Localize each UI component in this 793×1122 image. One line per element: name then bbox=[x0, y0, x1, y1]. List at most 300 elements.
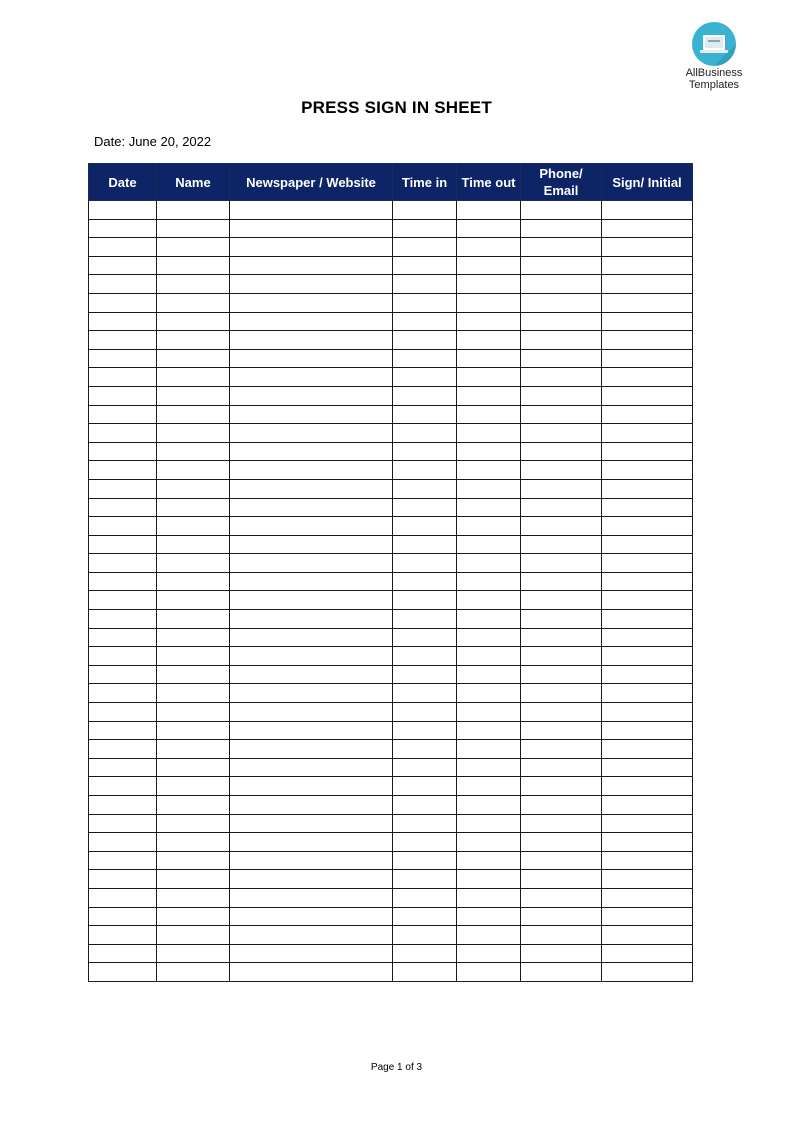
table-cell[interactable] bbox=[457, 572, 521, 591]
table-cell[interactable] bbox=[89, 256, 157, 275]
table-cell[interactable] bbox=[393, 219, 457, 238]
table-cell[interactable] bbox=[457, 405, 521, 424]
table-cell[interactable] bbox=[457, 684, 521, 703]
table-cell[interactable] bbox=[157, 368, 230, 387]
table-cell[interactable] bbox=[602, 442, 693, 461]
table-cell[interactable] bbox=[602, 312, 693, 331]
table-cell[interactable] bbox=[230, 721, 393, 740]
table-cell[interactable] bbox=[457, 201, 521, 220]
table-cell[interactable] bbox=[157, 926, 230, 945]
table-cell[interactable] bbox=[393, 907, 457, 926]
table-cell[interactable] bbox=[393, 331, 457, 350]
table-cell[interactable] bbox=[602, 926, 693, 945]
table-cell[interactable] bbox=[521, 554, 602, 573]
table-cell[interactable] bbox=[602, 740, 693, 759]
table-cell[interactable] bbox=[230, 703, 393, 722]
table-cell[interactable] bbox=[521, 963, 602, 982]
table-cell[interactable] bbox=[521, 944, 602, 963]
table-cell[interactable] bbox=[230, 368, 393, 387]
table-cell[interactable] bbox=[89, 201, 157, 220]
table-cell[interactable] bbox=[157, 870, 230, 889]
table-cell[interactable] bbox=[521, 405, 602, 424]
table-cell[interactable] bbox=[89, 572, 157, 591]
table-cell[interactable] bbox=[393, 312, 457, 331]
table-cell[interactable] bbox=[393, 572, 457, 591]
table-cell[interactable] bbox=[157, 777, 230, 796]
table-cell[interactable] bbox=[521, 888, 602, 907]
table-cell[interactable] bbox=[157, 479, 230, 498]
table-cell[interactable] bbox=[521, 331, 602, 350]
table-cell[interactable] bbox=[89, 777, 157, 796]
table-cell[interactable] bbox=[89, 665, 157, 684]
table-cell[interactable] bbox=[157, 833, 230, 852]
table-cell[interactable] bbox=[89, 386, 157, 405]
table-cell[interactable] bbox=[157, 684, 230, 703]
table-cell[interactable] bbox=[89, 888, 157, 907]
table-cell[interactable] bbox=[157, 256, 230, 275]
table-cell[interactable] bbox=[393, 870, 457, 889]
table-cell[interactable] bbox=[457, 665, 521, 684]
table-cell[interactable] bbox=[393, 740, 457, 759]
table-cell[interactable] bbox=[157, 386, 230, 405]
table-cell[interactable] bbox=[89, 721, 157, 740]
table-cell[interactable] bbox=[393, 888, 457, 907]
table-cell[interactable] bbox=[457, 777, 521, 796]
table-cell[interactable] bbox=[157, 628, 230, 647]
table-cell[interactable] bbox=[602, 535, 693, 554]
table-cell[interactable] bbox=[602, 833, 693, 852]
table-cell[interactable] bbox=[230, 628, 393, 647]
table-cell[interactable] bbox=[157, 405, 230, 424]
table-cell[interactable] bbox=[602, 796, 693, 815]
table-cell[interactable] bbox=[393, 368, 457, 387]
table-cell[interactable] bbox=[89, 331, 157, 350]
table-cell[interactable] bbox=[521, 442, 602, 461]
table-cell[interactable] bbox=[602, 219, 693, 238]
table-cell[interactable] bbox=[89, 684, 157, 703]
table-cell[interactable] bbox=[393, 721, 457, 740]
table-cell[interactable] bbox=[157, 944, 230, 963]
table-cell[interactable] bbox=[230, 610, 393, 629]
table-cell[interactable] bbox=[521, 312, 602, 331]
table-cell[interactable] bbox=[521, 610, 602, 629]
table-cell[interactable] bbox=[230, 777, 393, 796]
table-cell[interactable] bbox=[521, 703, 602, 722]
table-cell[interactable] bbox=[521, 293, 602, 312]
table-cell[interactable] bbox=[602, 293, 693, 312]
table-cell[interactable] bbox=[393, 591, 457, 610]
table-cell[interactable] bbox=[521, 777, 602, 796]
table-cell[interactable] bbox=[157, 963, 230, 982]
table-cell[interactable] bbox=[457, 796, 521, 815]
table-cell[interactable] bbox=[521, 238, 602, 257]
table-cell[interactable] bbox=[457, 591, 521, 610]
table-cell[interactable] bbox=[602, 368, 693, 387]
table-cell[interactable] bbox=[602, 870, 693, 889]
table-cell[interactable] bbox=[457, 944, 521, 963]
table-cell[interactable] bbox=[521, 461, 602, 480]
table-cell[interactable] bbox=[230, 349, 393, 368]
table-cell[interactable] bbox=[457, 461, 521, 480]
table-cell[interactable] bbox=[521, 386, 602, 405]
table-cell[interactable] bbox=[89, 814, 157, 833]
table-cell[interactable] bbox=[521, 256, 602, 275]
table-cell[interactable] bbox=[521, 572, 602, 591]
table-cell[interactable] bbox=[602, 814, 693, 833]
table-cell[interactable] bbox=[602, 665, 693, 684]
table-cell[interactable] bbox=[521, 907, 602, 926]
table-row bbox=[89, 833, 693, 852]
table-cell[interactable] bbox=[230, 926, 393, 945]
table-cell[interactable] bbox=[230, 461, 393, 480]
table-cell[interactable] bbox=[230, 535, 393, 554]
table-cell[interactable] bbox=[230, 424, 393, 443]
table-cell[interactable] bbox=[521, 796, 602, 815]
table-cell[interactable] bbox=[602, 684, 693, 703]
table-row bbox=[89, 461, 693, 480]
table-cell[interactable] bbox=[602, 238, 693, 257]
table-cell[interactable] bbox=[602, 610, 693, 629]
table-cell[interactable] bbox=[230, 312, 393, 331]
table-cell[interactable] bbox=[457, 647, 521, 666]
table-cell[interactable] bbox=[393, 479, 457, 498]
table-cell[interactable] bbox=[602, 405, 693, 424]
table-cell[interactable] bbox=[393, 275, 457, 294]
table-cell[interactable] bbox=[521, 275, 602, 294]
table-cell[interactable] bbox=[157, 888, 230, 907]
table-cell[interactable] bbox=[89, 312, 157, 331]
table-cell[interactable] bbox=[457, 963, 521, 982]
table-cell[interactable] bbox=[230, 386, 393, 405]
table-cell[interactable] bbox=[457, 442, 521, 461]
table-cell[interactable] bbox=[230, 442, 393, 461]
table-cell[interactable] bbox=[157, 293, 230, 312]
table-cell[interactable] bbox=[89, 275, 157, 294]
table-cell[interactable] bbox=[393, 256, 457, 275]
table-cell[interactable] bbox=[521, 219, 602, 238]
table-cell[interactable] bbox=[393, 944, 457, 963]
table-cell[interactable] bbox=[393, 814, 457, 833]
table-cell[interactable] bbox=[457, 721, 521, 740]
table-cell[interactable] bbox=[457, 331, 521, 350]
table-cell[interactable] bbox=[157, 703, 230, 722]
table-cell[interactable] bbox=[157, 424, 230, 443]
table-cell[interactable] bbox=[457, 517, 521, 536]
table-cell[interactable] bbox=[602, 628, 693, 647]
table-cell[interactable] bbox=[230, 275, 393, 294]
table-cell[interactable] bbox=[393, 498, 457, 517]
table-cell[interactable] bbox=[89, 610, 157, 629]
table-cell[interactable] bbox=[393, 517, 457, 536]
table-cell[interactable] bbox=[230, 219, 393, 238]
table-cell[interactable] bbox=[457, 386, 521, 405]
table-cell[interactable] bbox=[89, 479, 157, 498]
table-cell[interactable] bbox=[157, 665, 230, 684]
table-cell[interactable] bbox=[230, 572, 393, 591]
table-cell[interactable] bbox=[602, 907, 693, 926]
table-cell[interactable] bbox=[393, 238, 457, 257]
table-cell[interactable] bbox=[89, 442, 157, 461]
table-cell[interactable] bbox=[521, 684, 602, 703]
table-cell[interactable] bbox=[89, 368, 157, 387]
table-cell[interactable] bbox=[602, 554, 693, 573]
table-cell[interactable] bbox=[89, 498, 157, 517]
table-cell[interactable] bbox=[157, 535, 230, 554]
table-cell[interactable] bbox=[230, 944, 393, 963]
table-cell[interactable] bbox=[393, 684, 457, 703]
table-cell[interactable] bbox=[230, 665, 393, 684]
table-cell[interactable] bbox=[89, 944, 157, 963]
table-cell[interactable] bbox=[393, 851, 457, 870]
table-cell[interactable] bbox=[457, 219, 521, 238]
table-cell[interactable] bbox=[602, 851, 693, 870]
table-cell[interactable] bbox=[602, 256, 693, 275]
table-cell[interactable] bbox=[89, 349, 157, 368]
table-cell[interactable] bbox=[230, 740, 393, 759]
table-cell[interactable] bbox=[393, 796, 457, 815]
table-cell[interactable] bbox=[457, 349, 521, 368]
table-cell[interactable] bbox=[157, 349, 230, 368]
table-cell[interactable] bbox=[521, 926, 602, 945]
table-cell[interactable] bbox=[393, 665, 457, 684]
table-cell[interactable] bbox=[602, 275, 693, 294]
table-cell[interactable] bbox=[602, 461, 693, 480]
table-cell[interactable] bbox=[393, 535, 457, 554]
table-cell[interactable] bbox=[521, 628, 602, 647]
table-cell[interactable] bbox=[521, 591, 602, 610]
table-cell[interactable] bbox=[521, 814, 602, 833]
table-cell[interactable] bbox=[89, 740, 157, 759]
table-cell[interactable] bbox=[521, 721, 602, 740]
table-cell[interactable] bbox=[457, 238, 521, 257]
table-cell[interactable] bbox=[393, 963, 457, 982]
table-cell[interactable] bbox=[230, 647, 393, 666]
table-cell[interactable] bbox=[157, 907, 230, 926]
table-cell[interactable] bbox=[157, 201, 230, 220]
table-cell[interactable] bbox=[157, 442, 230, 461]
table-cell[interactable] bbox=[521, 851, 602, 870]
table-cell[interactable] bbox=[230, 256, 393, 275]
table-cell[interactable] bbox=[602, 721, 693, 740]
table-cell[interactable] bbox=[89, 628, 157, 647]
table-cell[interactable] bbox=[393, 703, 457, 722]
table-cell[interactable] bbox=[89, 461, 157, 480]
table-cell[interactable] bbox=[157, 610, 230, 629]
table-cell[interactable] bbox=[157, 517, 230, 536]
table-cell[interactable] bbox=[89, 963, 157, 982]
table-cell[interactable] bbox=[602, 944, 693, 963]
table-cell[interactable] bbox=[89, 591, 157, 610]
table-cell[interactable] bbox=[457, 610, 521, 629]
table-cell[interactable] bbox=[157, 238, 230, 257]
table-cell[interactable] bbox=[230, 684, 393, 703]
table-cell[interactable] bbox=[89, 219, 157, 238]
table-cell[interactable] bbox=[230, 405, 393, 424]
table-cell[interactable] bbox=[157, 331, 230, 350]
table-cell[interactable] bbox=[521, 740, 602, 759]
table-cell[interactable] bbox=[602, 498, 693, 517]
table-cell[interactable] bbox=[393, 833, 457, 852]
table-cell[interactable] bbox=[457, 926, 521, 945]
table-cell[interactable] bbox=[89, 517, 157, 536]
table-cell[interactable] bbox=[602, 888, 693, 907]
table-cell[interactable] bbox=[521, 758, 602, 777]
table-cell[interactable] bbox=[157, 851, 230, 870]
table-cell[interactable] bbox=[157, 498, 230, 517]
table-cell[interactable] bbox=[230, 851, 393, 870]
table-cell[interactable] bbox=[89, 238, 157, 257]
table-cell[interactable] bbox=[393, 424, 457, 443]
table-cell[interactable] bbox=[157, 814, 230, 833]
table-cell[interactable] bbox=[521, 870, 602, 889]
table-cell[interactable] bbox=[89, 647, 157, 666]
table-cell[interactable] bbox=[457, 703, 521, 722]
table-cell[interactable] bbox=[230, 201, 393, 220]
table-cell[interactable] bbox=[521, 535, 602, 554]
table-cell[interactable] bbox=[602, 331, 693, 350]
table-cell[interactable] bbox=[602, 349, 693, 368]
table-cell[interactable] bbox=[457, 740, 521, 759]
table-cell[interactable] bbox=[157, 647, 230, 666]
table-cell[interactable] bbox=[230, 833, 393, 852]
table-cell[interactable] bbox=[230, 888, 393, 907]
table-cell[interactable] bbox=[602, 424, 693, 443]
table-row bbox=[89, 740, 693, 759]
table-cell[interactable] bbox=[157, 721, 230, 740]
table-cell[interactable] bbox=[393, 386, 457, 405]
table-cell[interactable] bbox=[230, 963, 393, 982]
table-cell[interactable] bbox=[602, 758, 693, 777]
table-cell[interactable] bbox=[602, 591, 693, 610]
table-cell[interactable] bbox=[393, 647, 457, 666]
table-cell[interactable] bbox=[89, 424, 157, 443]
table-cell[interactable] bbox=[457, 256, 521, 275]
table-cell[interactable] bbox=[457, 758, 521, 777]
table-cell[interactable] bbox=[89, 796, 157, 815]
table-cell[interactable] bbox=[230, 870, 393, 889]
table-cell[interactable] bbox=[521, 479, 602, 498]
table-cell[interactable] bbox=[393, 349, 457, 368]
table-row bbox=[89, 405, 693, 424]
table-cell[interactable] bbox=[230, 814, 393, 833]
table-cell[interactable] bbox=[457, 628, 521, 647]
table-row bbox=[89, 349, 693, 368]
table-cell[interactable] bbox=[89, 554, 157, 573]
table-cell[interactable] bbox=[457, 479, 521, 498]
table-cell[interactable] bbox=[393, 610, 457, 629]
table-cell[interactable] bbox=[457, 368, 521, 387]
table-cell[interactable] bbox=[157, 758, 230, 777]
table-cell[interactable] bbox=[521, 349, 602, 368]
table-cell[interactable] bbox=[230, 498, 393, 517]
table-cell[interactable] bbox=[393, 201, 457, 220]
table-cell[interactable] bbox=[602, 647, 693, 666]
table-cell[interactable] bbox=[89, 405, 157, 424]
table-cell[interactable] bbox=[521, 424, 602, 443]
table-cell[interactable] bbox=[457, 888, 521, 907]
table-cell[interactable] bbox=[602, 703, 693, 722]
table-cell[interactable] bbox=[230, 238, 393, 257]
table-cell[interactable] bbox=[393, 758, 457, 777]
table-cell[interactable] bbox=[602, 963, 693, 982]
table-row bbox=[89, 944, 693, 963]
table-cell[interactable] bbox=[457, 851, 521, 870]
table-cell[interactable] bbox=[521, 517, 602, 536]
table-cell[interactable] bbox=[457, 814, 521, 833]
table-cell[interactable] bbox=[89, 535, 157, 554]
table-cell[interactable] bbox=[89, 851, 157, 870]
table-cell[interactable] bbox=[157, 740, 230, 759]
table-cell[interactable] bbox=[230, 517, 393, 536]
table-cell[interactable] bbox=[157, 591, 230, 610]
table-cell[interactable] bbox=[157, 275, 230, 294]
table-cell[interactable] bbox=[89, 907, 157, 926]
table-cell[interactable] bbox=[89, 833, 157, 852]
table-cell[interactable] bbox=[393, 461, 457, 480]
table-cell[interactable] bbox=[89, 293, 157, 312]
table-cell[interactable] bbox=[602, 386, 693, 405]
table-cell[interactable] bbox=[230, 293, 393, 312]
table-cell[interactable] bbox=[457, 498, 521, 517]
table-cell[interactable] bbox=[457, 312, 521, 331]
table-cell[interactable] bbox=[393, 442, 457, 461]
table-cell[interactable] bbox=[230, 758, 393, 777]
table-cell[interactable] bbox=[521, 368, 602, 387]
table-cell[interactable] bbox=[602, 517, 693, 536]
table-cell[interactable] bbox=[393, 405, 457, 424]
table-cell[interactable] bbox=[393, 293, 457, 312]
table-cell[interactable] bbox=[521, 647, 602, 666]
table-cell[interactable] bbox=[89, 703, 157, 722]
table-cell[interactable] bbox=[393, 777, 457, 796]
table-cell[interactable] bbox=[602, 572, 693, 591]
table-cell[interactable] bbox=[89, 870, 157, 889]
table-cell[interactable] bbox=[457, 833, 521, 852]
table-cell[interactable] bbox=[521, 201, 602, 220]
table-cell[interactable] bbox=[393, 926, 457, 945]
table-cell[interactable] bbox=[230, 591, 393, 610]
table-cell[interactable] bbox=[157, 219, 230, 238]
table-cell[interactable] bbox=[89, 758, 157, 777]
table-cell[interactable] bbox=[457, 907, 521, 926]
table-cell[interactable] bbox=[457, 275, 521, 294]
table-cell[interactable] bbox=[230, 554, 393, 573]
table-cell[interactable] bbox=[393, 628, 457, 647]
table-cell[interactable] bbox=[157, 796, 230, 815]
table-cell[interactable] bbox=[457, 424, 521, 443]
table-cell[interactable] bbox=[521, 833, 602, 852]
table-cell[interactable] bbox=[230, 479, 393, 498]
table-cell[interactable] bbox=[457, 870, 521, 889]
table-cell[interactable] bbox=[521, 498, 602, 517]
table-cell[interactable] bbox=[157, 312, 230, 331]
table-cell[interactable] bbox=[602, 201, 693, 220]
table-cell[interactable] bbox=[157, 461, 230, 480]
table-cell[interactable] bbox=[393, 554, 457, 573]
table-cell[interactable] bbox=[521, 665, 602, 684]
table-cell[interactable] bbox=[457, 293, 521, 312]
table-cell[interactable] bbox=[230, 331, 393, 350]
table-cell[interactable] bbox=[602, 777, 693, 796]
table-cell[interactable] bbox=[157, 572, 230, 591]
table-cell[interactable] bbox=[230, 796, 393, 815]
table-cell[interactable] bbox=[457, 554, 521, 573]
table-cell[interactable] bbox=[230, 907, 393, 926]
table-cell[interactable] bbox=[602, 479, 693, 498]
table-cell[interactable] bbox=[157, 554, 230, 573]
table-cell[interactable] bbox=[457, 535, 521, 554]
table-cell[interactable] bbox=[89, 926, 157, 945]
